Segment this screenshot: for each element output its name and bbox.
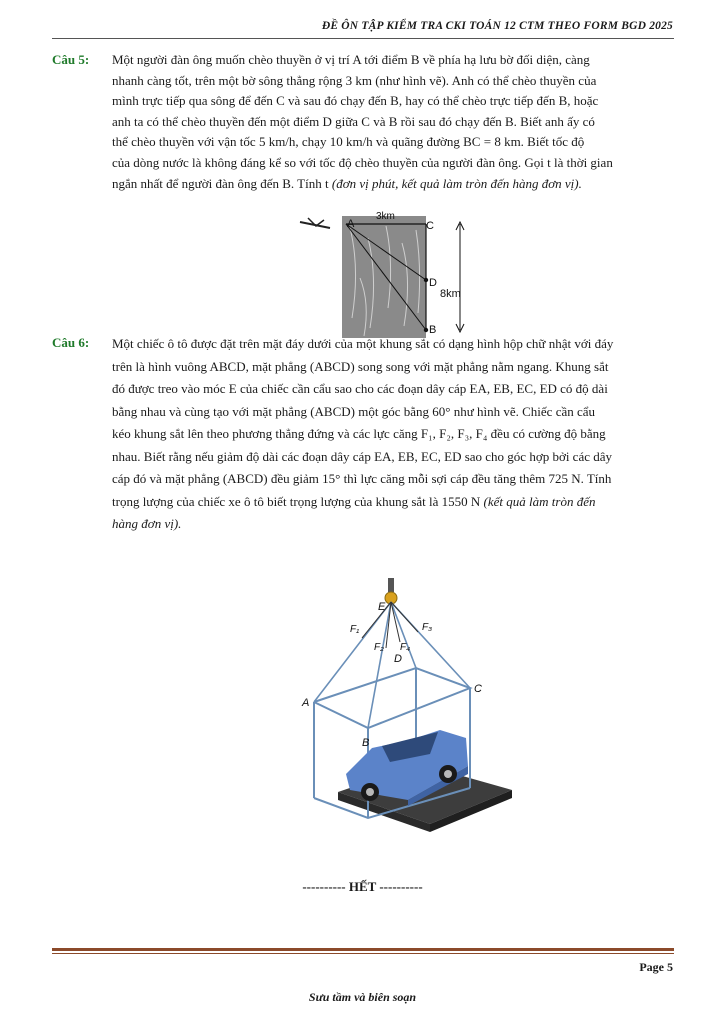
label-d: D <box>429 277 437 289</box>
crane-diagram <box>290 578 530 868</box>
footer-divider-thin <box>52 953 674 954</box>
end-marker: ---------- HẾT ---------- <box>302 879 423 894</box>
q5-line: Một người đàn ông muốn chèo thuyền ở vị trí A tới điểm B về phía hạ lưu bờ đối diện, càng <box>112 52 590 67</box>
q6-line <box>112 513 674 536</box>
q5-line: của dòng nước là không đáng kể so với tốc độ chèo thuyền của người đàn ông. Gọi t là thời gian <box>112 154 613 170</box>
label-b: B <box>362 737 370 749</box>
label-e: E <box>378 601 386 613</box>
point-d <box>424 278 428 282</box>
q6-line: nhau. Biết rằng nếu giảm độ dài các đoạn dây cáp EA, EB, EC, ED sao cho góc hợp bởi các dây <box>112 448 613 464</box>
q6-line: kéo khung sắt lên theo phương thẳng đứng và các lực căng F₁, F₂, F₃, F₄ đều có cường độ bằng <box>112 426 606 441</box>
header-divider <box>52 38 674 39</box>
cables <box>314 602 470 728</box>
label-width: 3km <box>376 211 395 222</box>
q6-rounding-note: (kết quả làm tròn đến <box>483 493 596 509</box>
question-5-text <box>112 50 674 194</box>
label-a: A <box>347 218 355 230</box>
label-c: C <box>474 683 482 695</box>
page-header-title: ĐỀ ÔN TẬP KIỂM TRA CKI TOÁN 12 CTM THEO FORM BGD 2025 <box>321 20 673 32</box>
question-6-label: Câu 6: <box>52 335 90 350</box>
question-5-label: Câu 5: <box>52 52 90 67</box>
question-6-text <box>112 333 674 536</box>
q6-line: Một chiếc ô tô được đặt trên mặt đáy dưới của một khung sắt có dạng hình hộp chữ nhật với đáy <box>112 336 614 351</box>
q6-line <box>112 491 674 514</box>
crane-cable <box>388 578 394 592</box>
q5-line: mình trực tiếp qua sông để đến C và sau đó chạy đến B, hay có thể chèo trực tiếp đến B, hoặc <box>112 93 599 109</box>
footer-divider <box>52 948 674 951</box>
q6-rounding-note-cont: hàng đơn vị). <box>112 516 182 531</box>
q5-line-text: ngắn nhất để người đàn ông đến B. Tính t <box>112 175 332 191</box>
q6-line: bằng nhau và cùng tạo với mặt phẳng (ABCD) một góc bằng 60° như hình vẽ. Chiếc cần cẩu <box>112 403 596 419</box>
label-f2: F₂ <box>374 642 384 653</box>
q5-line <box>112 174 674 195</box>
q5-line: anh ta có thể chèo thuyền đến một điểm D giữa C và B rồi sau đó chạy đến B. Biết anh ấy có <box>112 113 595 129</box>
q6-line-text: trọng lượng của chiếc xe ô tô biết trọng lượng của khung sắt là 1550 N <box>112 493 484 509</box>
footer-credit: Sưu tầm và biên soạn <box>308 990 417 1004</box>
label-a: A <box>302 697 310 709</box>
label-b: B <box>429 324 437 336</box>
label-d: D <box>394 653 402 665</box>
point-b <box>424 328 428 332</box>
q5-line: thể chèo thuyền với vận tốc 5 km/h, chạy 10 km/h và quãng đường BC = 8 km. Biết tốc độ <box>112 134 585 150</box>
river-diagram <box>290 208 490 338</box>
label-f1: F₁ <box>350 624 360 635</box>
page-number: Page 5 <box>639 960 673 974</box>
q5-line: nhanh càng tốt, trên một bờ sông thẳng rộng 3 km (như hình vẽ). Anh có thể chèo thuyền của <box>112 72 597 88</box>
q5-unit-note: (đơn vị phút, kết quả làm tròn đến hàng đơn vị). <box>331 175 582 191</box>
river-water <box>342 216 426 338</box>
q6-line: trên là hình vuông ABCD, mặt phẳng (ABCD) song song với mặt phẳng nằm ngang. Khung sắt <box>112 358 609 374</box>
q6-line: đó được treo vào móc E của chiếc cần cẩu sao cho các đoạn dây cáp EA, EB, EC, ED có độ dài <box>112 381 608 396</box>
q6-line: cáp đó và mặt phẳng (ABCD) đều giảm 15° thì lực căng mỗi sợi cáp đều tăng thêm 725 N. Tính <box>112 471 612 486</box>
label-c: C <box>426 220 434 232</box>
label-f4: F₄ <box>400 642 411 653</box>
label-bc-length: 8km <box>440 288 461 300</box>
label-f3: F₃ <box>422 622 433 633</box>
